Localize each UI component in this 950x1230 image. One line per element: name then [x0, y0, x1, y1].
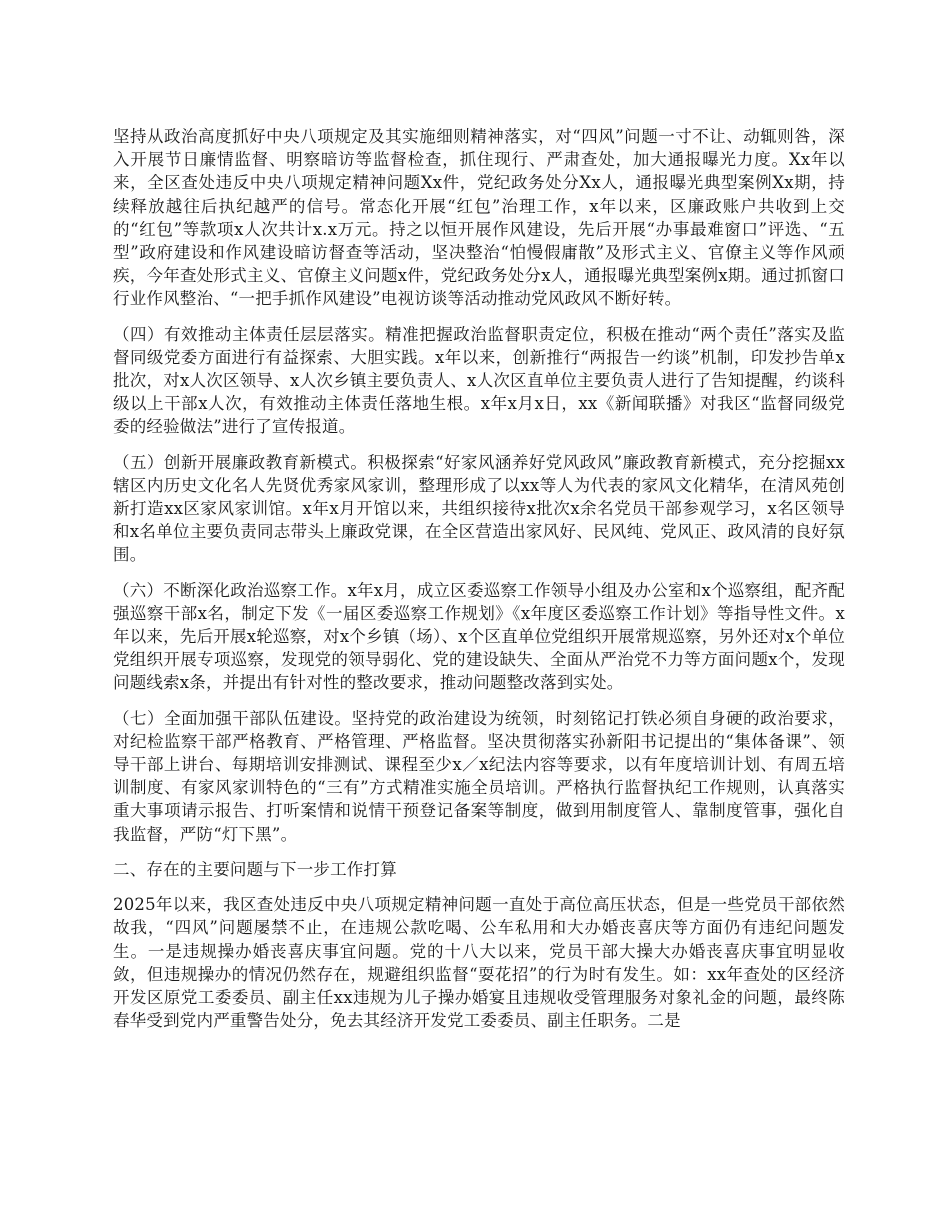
paragraph-political-inspection: （六）不断深化政治巡察工作。x年x月，成立区委巡察工作领导小组及办公室和x个巡察组，配齐配强巡察干部x名，制定下发《一届区委巡察工作规划》《x年度区委巡察工作计划》等指导性文件。x年以来，先后开展x轮巡察，对x个乡镇（场）、x个区直单位党组织开展常规巡察，另外还对x个单位党组织开展专项巡察，发现党的领导弱化、党的建设缺失、全面从严治党不力等方面问题x个，发现问题线索x条，并提出有针对性的整改要求，推动问题整改落到实处。 — [113, 580, 845, 693]
paragraph-integrity-education: （五）创新开展廉政教育新模式。积极探索“好家风涵养好党风政风”廉政教育新模式，充分挖掘xx辖区内历史文化名人先贤优秀家风家训，整理形成了以xx等人为代表的家风文化精华，在清风苑创新打造xx区家风家训馆。x年x月开馆以来，共组织接待x批次x余名党员干部参观学习，x名区领导和x名单位主要负责同志带头上廉政党课，在全区营造出家风好、民风纯、党风正、政风清的良好氛围。 — [113, 452, 845, 565]
paragraph-main-problems: 2025年以来，我区查处违反中央八项规定精神问题一直处于高位高压状态，但是一些党员干部依然故我，“四风”问题屡禁不止，在违规公款吃喝、公车私用和大办婚丧喜庆等方面仍有违纪问题发生。一是违规操办婚丧喜庆事宜问题。党的十八大以来，党员干部大操大办婚丧喜庆事宜明显收敛，但违规操办的情况仍然存在，规避组织监督“耍花招”的行为时有发生。如：xx年查处的区经济开发区原党工委委员、副主任xx违规为儿子操办婚宴且违规收受管理服务对象礼金的问题，最终陈春华受到党内严重警告处分，免去其经济开发党工委委员、副主任职务。二是 — [113, 895, 845, 1031]
paragraph-main-responsibility: （四）有效推动主体责任层层落实。精准把握政治监督职责定位，积极在推动“两个责任”落实及监督同级党委方面进行有益探索、大胆实践。x年以来，创新推行“两报告一约谈”机制，印发抄告单x批次，对x人次区领导、x人次乡镇主要负责人、x人次区直单位主要负责人进行了告知提醒，约谈科级以上干部x人次，有效推动主体责任落地生根。x年x月x日，xx《新闻联播》对我区“监督同级党委的经验做法”进行了宣传报道。 — [113, 324, 845, 437]
document-page — [113, 125, 845, 1044]
paragraph-team-building: （七）全面加强干部队伍建设。坚持党的政治建设为统领，时刻铭记打铁必须自身硬的政治要求，对纪检监察干部严格教育、严格管理、严格监督。坚决贯彻落实孙新阳书记提出的“集体备课”、领导干部上讲台、每期培训安排测试、课程至少x／x纪法内容等要求，以有年度培训计划、有周五培训制度、有家风家训特色的“三有”方式精准实施全员培训。严格执行监督执纪工作规则，认真落实重大事项请示报告、打听案情和说情干预登记备案等制度，做到用制度管人、靠制度管事，强化自我监督，严防“灯下黑”。 — [113, 708, 845, 844]
section-heading: 二、存在的主要问题与下一步工作打算 — [113, 859, 397, 879]
paragraph-work-style: 坚持从政治高度抓好中央八项规定及其实施细则精神落实，对“四风”问题一寸不让、动辄则咎，深入开展节日廉情监督、明察暗访等监督检查，抓住现行、严肃查处，加大通报曝光力度。Xx年以来，全区查处违反中央八项规定精神问题Xx件，党纪政务处分Xx人，通报曝光典型案例Xx期，持续释放越往后执纪越严的信号。常态化开展“红包”治理工作，x年以来，区廉政账户共收到上交的“红包”等款项x人次共计x.x万元。持之以恒开展作风建设，先后开展“办事最难窗口”评选、“五型”政府建设和作风建设暗访督查等活动，坚决整治“怕慢假庸散”及形式主义、官僚主义等作风顽疾，今年查处形式主义、官僚主义问题x件，党纪政务处分x人，通报曝光典型案例x期。通过抓窗口行业作风整治、“一把手抓作风建设”电视访谈等活动推动党风政风不断好转。 — [113, 127, 845, 309]
